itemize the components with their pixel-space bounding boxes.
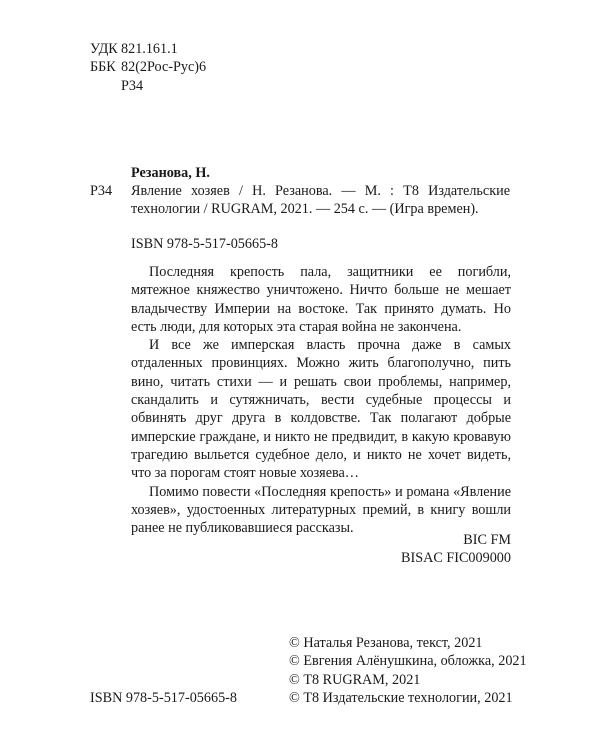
catalog-author: Резанова, Н. bbox=[131, 165, 210, 181]
book-abstract bbox=[131, 263, 511, 537]
copyright-line: © Т8 RUGRAM, 2021 bbox=[289, 671, 421, 688]
abstract-paragraph: Помимо повести «Последняя крепость» и романа «Явление хозяев», удостоенных литературных премий, в книгу вошли ранее не публиковавшиеся рассказы. bbox=[131, 483, 511, 537]
udc-value: 821.161.1 bbox=[121, 41, 178, 57]
bbk-value: 82(2Рос-Рус)6 bbox=[121, 59, 207, 76]
bbk-row bbox=[90, 58, 206, 76]
abstract-paragraph: Последняя крепость пала, защитники ее погибли, мятежное княжество уничтожено. Ничто больше не мешает владычеству Империи на востоке. Так принято думать. Но есть люди, для которых эта старая война не закончена. bbox=[131, 264, 511, 335]
abstract-paragraph: И все же имперская власть прочна даже в самых отдаленных провинциях. Можно жить благополучно, пить вино, читать стихи — и решать свои проблемы, например, скандалить и сутяжничать, вести судебные процессы и обвинять друг друга в колдовстве. Так полагают добрые имперские граждане, и никто не предвидит, в какую кровавую трагедию выльется судебное дело, и никто не хочет видеть, что за порогам стоят новые хозяева… bbox=[131, 337, 511, 482]
catalog-entry bbox=[90, 182, 510, 219]
bbk-label: ББК bbox=[90, 59, 116, 76]
copyright-line: © Наталья Резанова, текст, 2021 bbox=[289, 635, 483, 651]
copyright-line: © Т8 Издательские технологии, 2021 bbox=[289, 689, 513, 706]
copyright-line: © Евгения Алёнушкина, обложка, 2021 bbox=[289, 653, 527, 670]
bic-code: BIC FM bbox=[463, 532, 511, 548]
bisac-code: BISAC FIC009000 bbox=[401, 550, 511, 567]
catalog-isbn: ISBN 978-5-517-05665-8 bbox=[131, 236, 278, 252]
cutter-code-top: Р34 bbox=[121, 77, 144, 94]
catalog-cutter-code: Р34 bbox=[90, 183, 113, 199]
copyright-block bbox=[289, 634, 527, 707]
udc-row bbox=[90, 40, 206, 58]
udc-label: УДК bbox=[90, 41, 118, 57]
catalog-entry-text: Явление хозяев / Н. Резанова. — М. : Т8 Издательские технологии / RUGRAM, 2021. — 254 с. — (Игра времен). bbox=[131, 183, 510, 218]
classification-block bbox=[90, 40, 206, 95]
isbn-bottom: ISBN 978-5-517-05665-8 bbox=[90, 690, 237, 706]
subject-codes bbox=[401, 531, 511, 568]
